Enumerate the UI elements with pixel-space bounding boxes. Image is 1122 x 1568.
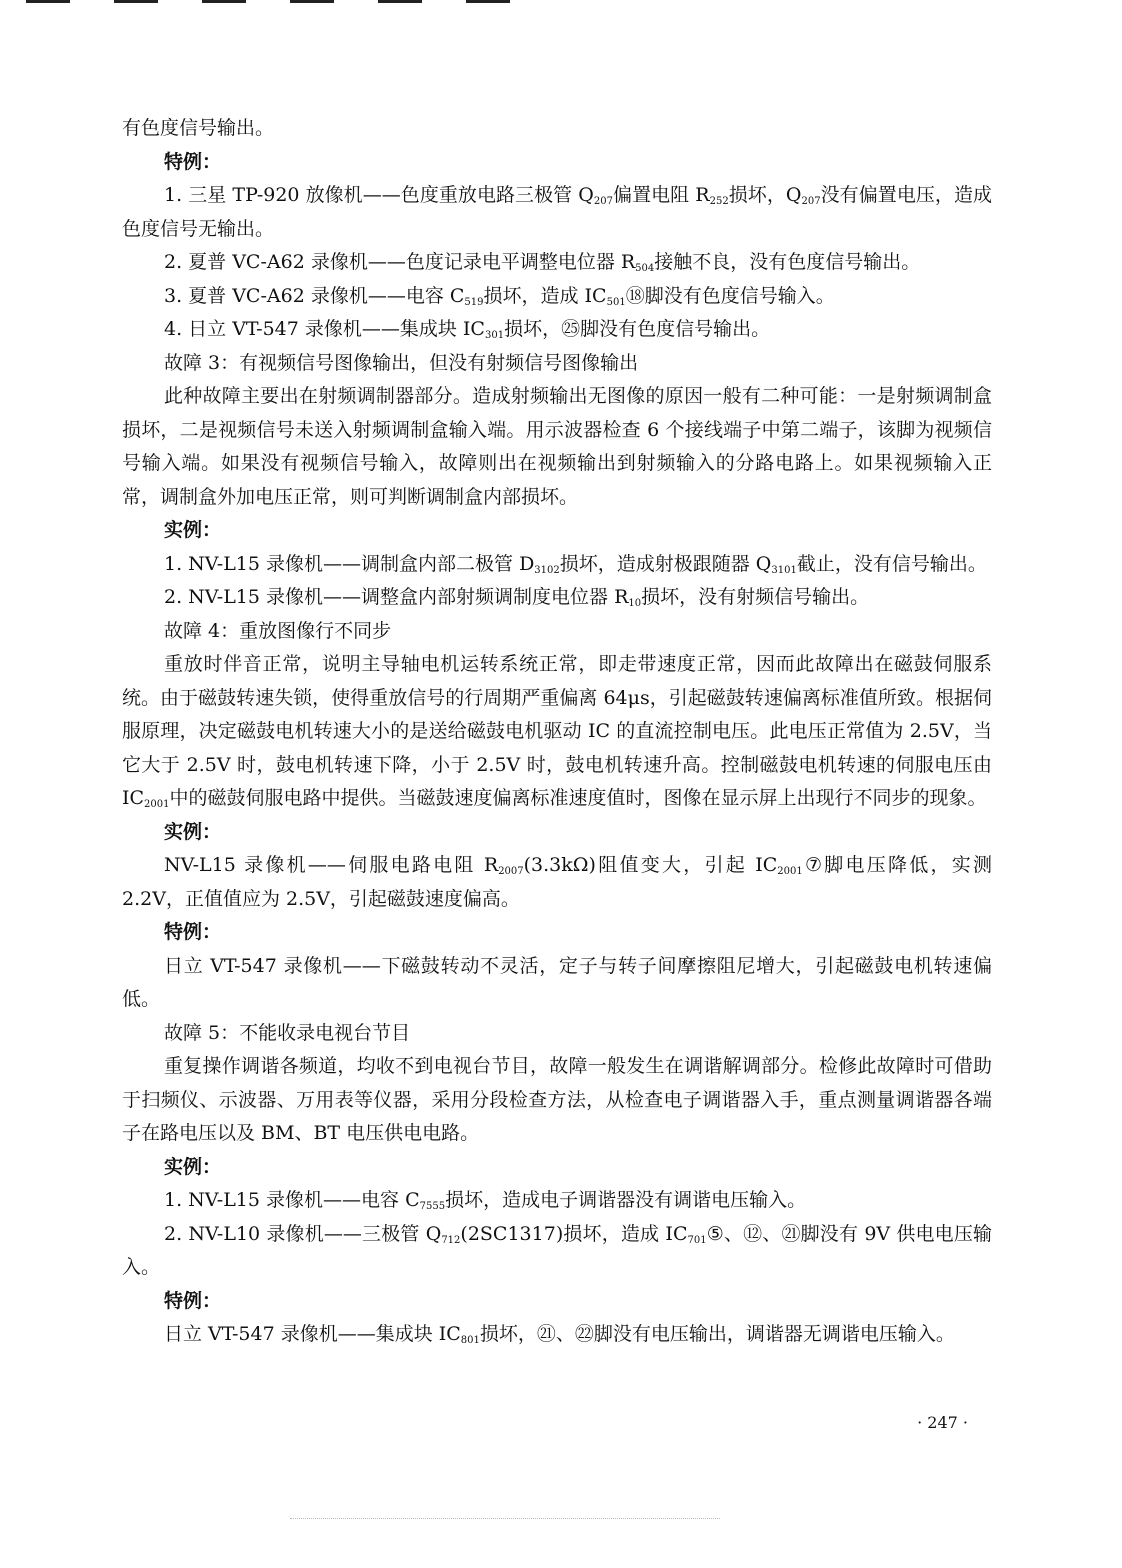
- subscript: 501: [606, 296, 626, 308]
- text-run: 损坏，㉑、㉒脚没有电压输出，调谐器无调谐电压输入。: [479, 1323, 955, 1345]
- text-run: 重复操作调谐各频道，均收不到电视台节目，故障一般发生在调谐解调部分。检修此故障时可借助于扫频仪、示波器、万用表等仪器，采用分段检查方法，从检查电子调谐器入手，重点测量调谐器各端子在路电压以及 BM、BT 电压供电电路。: [122, 1055, 992, 1144]
- text-run: 日立 VT-547 录像机——集成块 IC: [164, 1323, 461, 1345]
- section-label: [122, 514, 992, 548]
- text-run: 2. NV-L10 录像机——三极管 Q: [164, 1222, 442, 1245]
- text-run: 实例：: [164, 1155, 222, 1178]
- text-run: 1. NV-L15 录像机——调制盒内部二极管 D: [164, 552, 535, 575]
- text-run: 损坏，没有射频信号输出。: [641, 586, 870, 608]
- text-run: 有色度信号输出。: [122, 117, 275, 139]
- subscript: 2007: [498, 866, 524, 877]
- subscript: 712: [441, 1234, 461, 1246]
- paragraph: [122, 1050, 992, 1151]
- subscript: 3101: [771, 564, 797, 576]
- text-run: ⑤、⑫、㉑脚没有 9V 供电电压输入。: [122, 1222, 992, 1278]
- paragraph: [122, 313, 992, 347]
- text-run: (3.3kΩ)阻值变大，引起 IC: [523, 854, 778, 876]
- text-run: 1. NV-L15 录像机——电容 C: [164, 1189, 420, 1211]
- paragraph: [122, 280, 992, 314]
- page-body: [122, 112, 992, 1352]
- section-label: [122, 1151, 992, 1185]
- text-run: (2SC1317)损坏，造成 IC: [460, 1222, 688, 1245]
- subscript: 10: [628, 598, 642, 609]
- subscript: 504: [635, 263, 655, 274]
- text-run: 故障 4：重放图像行不同步: [164, 619, 392, 642]
- section-label: [122, 1285, 992, 1319]
- text-run: 日立 VT-547 录像机——下磁鼓转动不灵活，定子与转子间摩擦阻尼增大，引起磁鼓电机转速偏低。: [122, 954, 992, 1010]
- paragraph: [122, 950, 992, 1017]
- text-run: ⑱脚没有色度信号输入。: [625, 284, 835, 307]
- text-run: 2. 夏普 VC-A62 录像机——色度记录电平调整电位器 R: [164, 251, 636, 273]
- text-run: 特例：: [164, 150, 222, 173]
- paragraph: [122, 648, 992, 816]
- section-label: [122, 916, 992, 950]
- paragraph: [122, 347, 992, 381]
- text-run: 损坏，造成射极跟随器 Q: [559, 552, 772, 575]
- paragraph: [122, 1218, 992, 1285]
- paragraph: [122, 380, 992, 514]
- text-run: 损坏，造成 IC: [483, 284, 607, 307]
- text-run: 特例：: [164, 1289, 222, 1312]
- text-run: 特例：: [164, 921, 222, 943]
- paragraph: [122, 1318, 992, 1352]
- text-run: 1. 三星 TP-920 放像机——色度重放电路三极管 Q: [164, 184, 594, 206]
- text-run: NV-L15 录像机——伺服电路电阻 R: [164, 854, 499, 876]
- text-run: 损坏，Q: [728, 184, 802, 206]
- subscript: 519: [464, 296, 484, 308]
- text-run: 实例：: [164, 820, 222, 843]
- paragraph: [122, 246, 992, 280]
- subscript: 7555: [419, 1201, 446, 1212]
- subscript: 3102: [534, 564, 560, 576]
- paragraph: [122, 548, 992, 582]
- section-label: [122, 816, 992, 850]
- paragraph: [122, 179, 992, 246]
- paragraph: [122, 1184, 992, 1218]
- paragraph: [122, 581, 992, 615]
- text-run: 2. NV-L15 录像机——调整盒内部射频调制度电位器 R: [164, 586, 629, 608]
- paragraph: [122, 849, 992, 916]
- subscript: 301: [484, 330, 505, 341]
- text-run: 重放时伴音正常，说明主导轴电机运转系统正常，即走带速度正常，因而此故障出在磁鼓伺服系统。由于磁鼓转速失锁，使得重放信号的行周期严重偏离 64μs，引起磁鼓转速偏离标准值所致。根据伺服原理，决定磁鼓电机转速大小的是送给磁鼓电机驱动 IC 的直流控制电压。此电压正常值为 2.5V，当它大于 2.5V 时，鼓电机转速下降，小于 2.5V 时，鼓电机转速升高。控制磁鼓电机转速的伺服电压由 IC: [122, 653, 992, 809]
- text-run: 4. 日立 VT-547 录像机——集成块 IC: [164, 318, 485, 340]
- subscript: 207: [593, 196, 613, 207]
- text-run: 此种故障主要出在射频调制器部分。造成射频输出无图像的原因一般有二种可能：一是射频调制盒损坏，二是视频信号未送入射频调制盒输入端。用示波器检查 6 个接线端子中第二端子，该脚为视频信号输入端。如果没有视频信号输入，故障则出在视频输出到射频输入的分路电路上。如果视频输入正常，调制盒外加电压正常，则可判断调制盒内部损坏。: [122, 385, 992, 508]
- subscript: 207: [801, 196, 821, 207]
- subscript: 2001: [777, 866, 803, 877]
- scan-noise: [290, 1518, 720, 1520]
- text-run: 实例：: [164, 519, 222, 541]
- paragraph: [122, 615, 992, 649]
- text-run: 损坏，造成电子调谐器没有调谐电压输入。: [445, 1189, 807, 1211]
- subscript: 2001: [144, 799, 170, 810]
- text-run: 3. 夏普 VC-A62 录像机——电容 C: [164, 284, 465, 307]
- subscript: 701: [687, 1234, 707, 1246]
- text-run: 截止，没有信号输出。: [796, 552, 987, 575]
- section-label: [122, 146, 992, 180]
- text-run: 故障 5：不能收录电视台节目: [164, 1021, 411, 1044]
- text-run: 偏置电阻 R: [612, 184, 710, 206]
- paragraph: [122, 1017, 992, 1051]
- text-run: 接触不良，没有色度信号输出。: [654, 251, 921, 273]
- text-run: 故障 3：有视频信号图像输出，但没有射频信号图像输出: [164, 351, 639, 374]
- text-run: 没有偏置电压，造成色度信号无输出。: [122, 184, 993, 240]
- text-run: 中的磁鼓伺服电路中提供。当磁鼓速度偏离标准速度值时，图像在显示屏上出现行不同步的现象。: [169, 787, 987, 809]
- text-run: 损坏，㉕脚没有色度信号输出。: [504, 318, 771, 340]
- paragraph: [122, 112, 992, 146]
- text-run: ⑦脚电压降低，实测 2.2V，正值值应为 2.5V，引起磁鼓速度偏高。: [122, 854, 993, 910]
- page-number: · 247 ·: [917, 1413, 968, 1432]
- subscript: 252: [709, 196, 729, 207]
- subscript: 801: [460, 1335, 480, 1346]
